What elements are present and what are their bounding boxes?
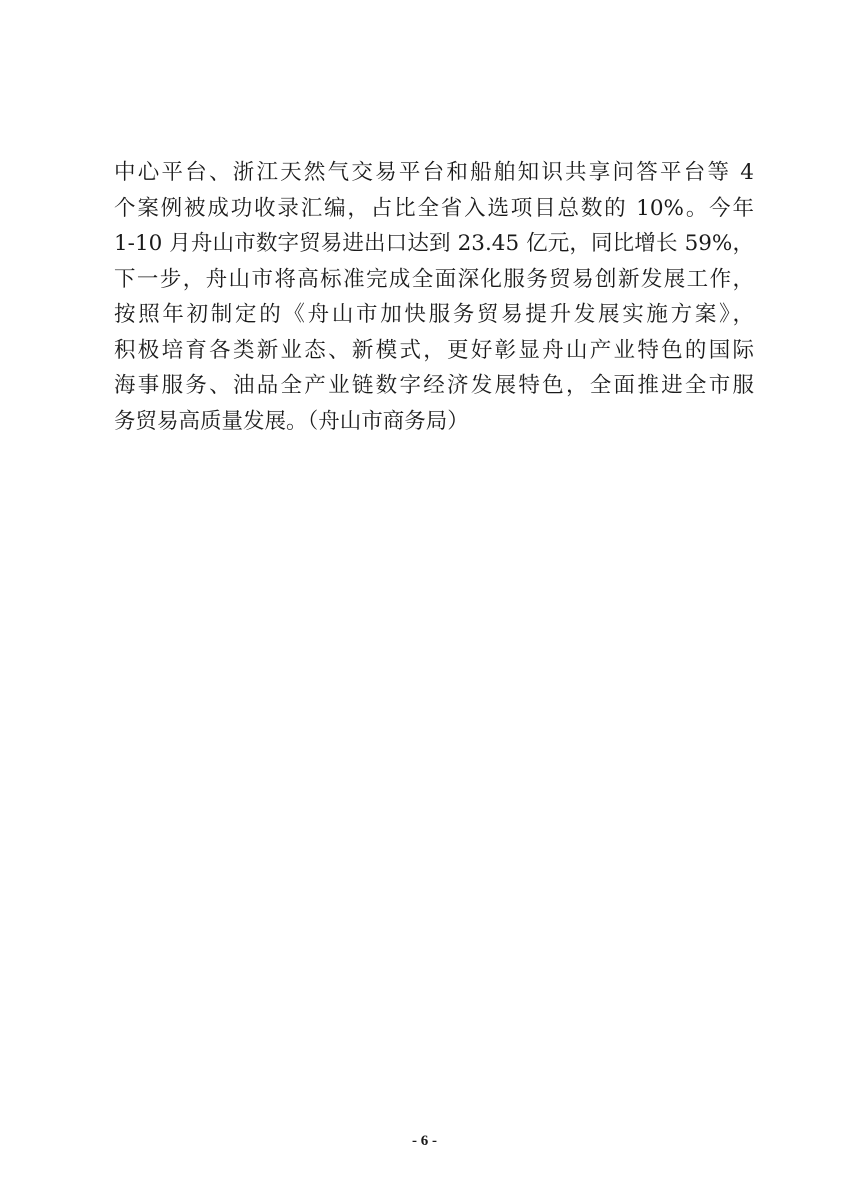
paragraph-line: 积极培育各类新业态、新模式，更好彰显舟山产业特色的国际 <box>114 337 754 363</box>
page-number: - 6 - <box>412 1133 437 1149</box>
paragraph-line: 个案例被成功收录汇编，占比全省入选项目总数的 10%。今年 <box>114 195 754 221</box>
paragraph-line: 海事服务、油品全产业链数字经济发展特色，全面推进全市服 <box>114 373 754 398</box>
paragraph-line: 1-10 月舟山市数字贸易进出口达到 23.45 亿元，同比增长 59%， <box>114 231 754 256</box>
paragraph-line: 中心平台、浙江天然气交易平台和船舶知识共享问答平台等 4 <box>114 160 754 185</box>
body-paragraph <box>114 155 754 439</box>
paragraph-line: 下一步，舟山市将高标准完成全面深化服务贸易创新发展工作， <box>114 266 754 292</box>
paragraph-line: 按照年初制定的《舟山市加快服务贸易提升发展实施方案》， <box>114 302 754 327</box>
paragraph-line: 务贸易高质量发展。（舟山市商务局） <box>114 408 469 434</box>
